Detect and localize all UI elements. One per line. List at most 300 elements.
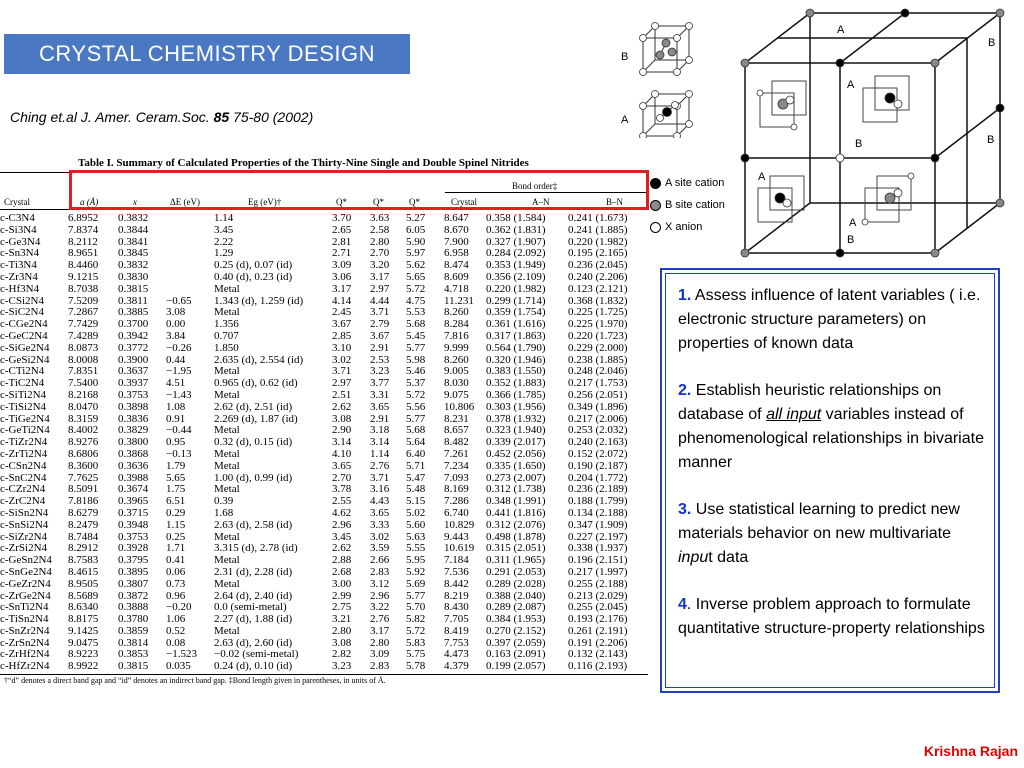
table-cell: c-CGe2N4 — [0, 318, 48, 331]
table-cell: 3.70 — [332, 212, 352, 224]
table-cell: −1.95 — [166, 365, 192, 378]
table-cell: 0.299 (1.714) — [486, 294, 546, 307]
table-cell: 3.71 — [370, 471, 390, 484]
table-cell: 0.3859 — [118, 624, 149, 637]
table-cell: 0.352 (1.883) — [486, 377, 546, 390]
table-cell: Metal — [214, 365, 240, 378]
table-cell: 8.6340 — [68, 601, 99, 614]
table-cell: 0.362 (1.831) — [486, 223, 546, 236]
table-cell: 0.3845 — [118, 247, 149, 260]
table-cell: 7.900 — [444, 235, 469, 248]
table-cell: 0.353 (1.949) — [486, 259, 546, 272]
table-cell: 8.647 — [444, 212, 469, 224]
table-cell: 0.320 (1.946) — [486, 353, 546, 366]
table-cell: 5.65 — [166, 471, 186, 484]
table-cell: 0.3928 — [118, 542, 149, 555]
table-cell: 0.348 (1.991) — [486, 495, 546, 508]
table-cell: 2.83 — [370, 565, 390, 578]
table-cell: 0.217 (1.997) — [568, 565, 628, 578]
header-bond-order: Bond order‡ — [512, 181, 558, 191]
table-cell — [166, 284, 214, 296]
bullet-3 — [678, 498, 988, 570]
table-cell: 0.284 (2.092) — [486, 247, 546, 260]
table-cell: 10.806 — [444, 400, 475, 413]
table-cell: c-GeSn2N4 — [0, 554, 52, 567]
table-cell: −0.20 — [166, 601, 192, 614]
table-cell: 3.02 — [370, 530, 390, 543]
citation-pages: 75-80 (2002) — [229, 109, 314, 125]
table-cell: 3.09 — [332, 259, 352, 272]
table-cell: 3.22 — [370, 601, 390, 614]
table-cell: 9.1215 — [68, 270, 99, 283]
table-cell: 0.358 (1.584) — [486, 212, 546, 224]
table-cell: 8.657 — [444, 424, 469, 437]
table-cell: 0.116 (2.193) — [568, 660, 628, 673]
table-cell: 0.368 (1.832) — [568, 294, 628, 307]
table-cell: 0.0 (semi-metal) — [214, 601, 287, 614]
citation-text: Ching et.al J. Amer. Ceram.Soc. — [10, 109, 214, 125]
table-cell: 0.349 (1.896) — [568, 400, 628, 413]
table-cell: 0.225 (1.725) — [568, 306, 628, 319]
table-cell: 8.4615 — [68, 565, 99, 578]
table-cell: 8.231 — [444, 412, 469, 425]
table-row — [0, 508, 648, 520]
table-cell: 2.63 (d), 2.60 (id) — [214, 636, 293, 649]
table-cell: 9.999 — [444, 341, 469, 354]
table-cell: 6.51 — [166, 495, 186, 508]
table-cell: 7.536 — [444, 565, 469, 578]
spinel-label-a-3: A — [758, 171, 766, 183]
table-cell: 0.195 (2.165) — [568, 247, 628, 260]
table-cell: 8.419 — [444, 624, 469, 637]
table-cell: c-Si3N4 — [0, 223, 37, 236]
table-cell: 3.21 — [332, 613, 352, 626]
table-cell: Metal — [214, 554, 240, 567]
legend-label: X anion — [665, 221, 703, 233]
table-cell: 8.0470 — [68, 400, 99, 413]
table-cell: 3.06 — [332, 270, 352, 283]
table-cell: 2.80 — [332, 624, 352, 637]
table-cell: 5.83 — [406, 636, 426, 649]
table-cell: 0.3700 — [118, 318, 149, 331]
table-cell: 2.85 — [332, 329, 352, 342]
table-cell: 8.2479 — [68, 518, 99, 531]
table-cell: c-SnGe2N4 — [0, 565, 52, 578]
table-cell: c-SiC2N4 — [0, 306, 44, 319]
table-cell: 8.6806 — [68, 447, 99, 460]
table-cell: 5.95 — [406, 554, 426, 567]
header-q3: Q* — [409, 197, 420, 207]
table-cell: c-GeC2N4 — [0, 329, 48, 342]
table-cell: 0.3898 — [118, 400, 149, 413]
table-cell: 3.31 — [370, 388, 390, 401]
table-cell: 8.2168 — [68, 388, 99, 401]
table-cell: 0.191 (2.206) — [568, 636, 628, 649]
table-cell: 5.68 — [406, 424, 426, 437]
table-cell: 5.48 — [406, 483, 426, 496]
table-cell: 8.169 — [444, 483, 469, 496]
table-cell: c-ZrTi2N4 — [0, 447, 48, 460]
table-cell: 2.55 — [332, 495, 352, 508]
table-cell: 0.3888 — [118, 601, 149, 614]
spinel-label-b-4: B — [847, 234, 855, 246]
table-cell: 1.15 — [166, 518, 186, 531]
header-b-n: B–N — [606, 197, 624, 207]
table-cell: c-CSi2N4 — [0, 294, 44, 307]
table-cell: −1.43 — [166, 388, 192, 401]
table-cell: 2.635 (d), 2.554 (id) — [214, 353, 304, 366]
table-cell: 8.4002 — [68, 424, 99, 437]
table-cell: c-GeTi2N4 — [0, 424, 50, 437]
table-cell: 4.62 — [332, 506, 352, 519]
table-cell: 8.260 — [444, 353, 469, 366]
table-cell: 0.240 (2.163) — [568, 436, 628, 449]
table-row — [0, 284, 648, 296]
table-cell: 3.71 — [332, 365, 352, 378]
table-cell: c-Sn3N4 — [0, 247, 40, 260]
table-cell: 3.315 (d), 2.78 (id) — [214, 542, 298, 555]
table-cell: 7.286 — [444, 495, 469, 508]
table-cell: −0.26 — [166, 341, 192, 354]
table-cell: 7.816 — [444, 329, 469, 342]
table-cell: 0.3830 — [118, 270, 149, 283]
table-row — [0, 461, 648, 473]
table-cell: 0.255 (2.188) — [568, 577, 628, 590]
table-cell: 0.317 (1.863) — [486, 329, 546, 342]
table-cell: 0.3841 — [118, 235, 149, 248]
table-cell: 5.97 — [406, 247, 426, 260]
table-cell: −0.44 — [166, 424, 192, 437]
table-cell: 8.3600 — [68, 459, 99, 472]
table-cell: 0.339 (2.017) — [486, 436, 546, 449]
spinel-label-a-1: A — [837, 24, 845, 36]
table-cell: 5.15 — [406, 495, 426, 508]
table-cell: 0.241 (1.673) — [568, 212, 628, 224]
table-cell: 0.3948 — [118, 518, 149, 531]
table-cell: 0.3753 — [118, 530, 149, 543]
legend-b-site — [650, 199, 725, 211]
table-cell: 7.7429 — [68, 318, 99, 331]
table-cell: 9.0475 — [68, 636, 99, 649]
table-cell: 0.253 (2.032) — [568, 424, 628, 437]
spinel-label-a-2: A — [847, 79, 855, 91]
table-cell: 0.356 (2.109) — [486, 270, 546, 283]
table-cell: 8.2112 — [68, 235, 98, 248]
table-cell: 0.225 (1.970) — [568, 318, 628, 331]
table-cell: 8.9505 — [68, 577, 99, 590]
table-cell: 0.3814 — [118, 636, 149, 649]
spinel-nitrides-table — [0, 213, 648, 673]
table-cell: 7.7625 — [68, 471, 99, 484]
table-cell: 1.00 (d), 0.99 (id) — [214, 471, 293, 484]
table-cell: 2.58 — [370, 223, 390, 236]
x-anion-icon — [650, 222, 661, 233]
table-cell: 3.16 — [370, 483, 390, 496]
table-cell: 8.442 — [444, 577, 469, 590]
table-cell: 8.670 — [444, 223, 469, 236]
table-cell: 5.55 — [406, 542, 426, 555]
header-x: x — [133, 197, 137, 207]
table-cell: c-Ti3N4 — [0, 259, 37, 272]
table-cell: 0.40 (d), 0.23 (id) — [214, 270, 293, 283]
bullet-number: 2. — [678, 382, 692, 399]
table-cell: 5.53 — [406, 306, 426, 319]
table-cell: 0.366 (1.785) — [486, 388, 546, 401]
table-cell: 0.3715 — [118, 506, 149, 519]
table-cell: 3.23 — [332, 660, 352, 673]
table-cell: 0.25 (d), 0.07 (id) — [214, 259, 293, 272]
table-cell: 0.217 (1.753) — [568, 377, 628, 390]
table-cell: 4.10 — [332, 447, 352, 460]
table-cell: 2.99 — [332, 589, 352, 602]
table-cell: 6.958 — [444, 247, 469, 260]
table-cell: 2.91 — [370, 412, 390, 425]
table-cell: 3.65 — [370, 506, 390, 519]
table-cell: 0.289 (2.028) — [486, 577, 546, 590]
table-cell: 5.72 — [406, 388, 426, 401]
table-row — [0, 579, 648, 591]
table-cell: 5.72 — [406, 282, 426, 295]
table-cell: 8.6279 — [68, 506, 99, 519]
table-cell: 5.71 — [406, 459, 426, 472]
spinel-label-b-2: B — [855, 138, 863, 150]
table-cell: 0.3636 — [118, 459, 149, 472]
table-cell: 2.91 — [370, 341, 390, 354]
table-cell: 0.08 — [166, 636, 186, 649]
table-cell: 0.3937 — [118, 377, 149, 390]
table-cell — [166, 225, 214, 237]
table-row — [0, 343, 648, 355]
table-cell: 0.199 (2.057) — [486, 660, 546, 673]
table-cell: c-SiZr2N4 — [0, 530, 48, 543]
table-cell: 0.3795 — [118, 554, 149, 567]
table-cell: 4.379 — [444, 660, 469, 673]
table-cell: 0.248 (2.046) — [568, 365, 628, 378]
table-cell: 2.70 — [370, 247, 390, 260]
table-cell: 0.41 — [166, 554, 186, 567]
table-cell: 0.3674 — [118, 483, 149, 496]
a-site-cation-icon — [650, 178, 661, 189]
table-cell: 10.619 — [444, 542, 475, 555]
table-title: Table I. Summary of Calculated Properties of the Thirty-Nine Single and Double Spinel Nitrides — [78, 157, 529, 169]
table-cell: 8.219 — [444, 589, 469, 602]
table-cell — [166, 260, 214, 272]
table-cell: 2.22 — [214, 235, 234, 248]
table-cell: 2.65 — [332, 223, 352, 236]
table-cell: 3.23 — [370, 365, 390, 378]
table-cell: 1.850 — [214, 341, 239, 354]
table-cell: 0.236 (2.189) — [568, 483, 628, 496]
table-cell: 5.98 — [406, 353, 426, 366]
table-cell: 0.378 (1.932) — [486, 412, 546, 425]
table-row — [0, 272, 648, 284]
table-cell: 7.184 — [444, 554, 469, 567]
approach-bullets-box — [660, 268, 1000, 693]
table-cell: 0.217 (2.006) — [568, 412, 628, 425]
table-cell: 0.96 — [166, 589, 186, 602]
table-cell: 0.335 (1.650) — [486, 459, 546, 472]
table-cell: 0.213 (2.029) — [568, 589, 628, 602]
table-cell: c-SnC2N4 — [0, 471, 47, 484]
table-cell: 0.311 (1.965) — [486, 554, 546, 567]
table-cell: 5.65 — [406, 270, 426, 283]
table-cell: 5.02 — [406, 506, 426, 519]
table-cell: c-SnZr2N4 — [0, 624, 50, 637]
table-cell: 0.3836 — [118, 412, 149, 425]
citation — [10, 109, 313, 125]
table-cell: 8.284 — [444, 318, 469, 331]
table-cell: 4.14 — [332, 294, 352, 307]
table-cell: 3.45 — [332, 530, 352, 543]
table-cell: 0.498 (1.878) — [486, 530, 546, 543]
table-cell: 0.564 (1.790) — [486, 341, 546, 354]
table-cell: 4.51 — [166, 377, 186, 390]
table-cell: 5.63 — [406, 530, 426, 543]
table-cell — [166, 213, 214, 225]
table-cell: 5.46 — [406, 365, 426, 378]
table-cell: 2.79 — [370, 318, 390, 331]
table-cell: Metal — [214, 424, 240, 437]
table-cell: 0.261 (2.191) — [568, 624, 628, 637]
slide-title: CRYSTAL CHEMISTRY DESIGN — [4, 34, 410, 74]
table-cell: 2.83 — [370, 660, 390, 673]
table-cell: 1.71 — [166, 542, 186, 555]
table-cell: 1.08 — [166, 400, 186, 413]
table-cell: 6.740 — [444, 506, 469, 519]
table-cell: 6.8952 — [68, 212, 99, 224]
table-cell: 0.256 (2.051) — [568, 388, 628, 401]
table-cell: 2.51 — [332, 388, 352, 401]
table-cell: 7.4289 — [68, 329, 99, 342]
table-cell: 0.06 — [166, 565, 186, 578]
table-cell: 0.91 — [166, 412, 186, 425]
bullet-number: 4 — [678, 596, 687, 613]
table-cell: 2.62 (d), 2.51 (id) — [214, 400, 293, 413]
table-cell: c-TiSn2N4 — [0, 613, 49, 626]
table-cell: c-SnTi2N4 — [0, 601, 49, 614]
spinel-label-b-1: B — [988, 37, 996, 49]
table-cell: Metal — [214, 447, 240, 460]
table-cell: 5.77 — [406, 412, 426, 425]
table-cell: 5.45 — [406, 329, 426, 342]
table-cell: 0.00 — [166, 318, 186, 331]
table-cell: 8.7038 — [68, 282, 99, 295]
table-cell: c-ZrSi2N4 — [0, 542, 48, 555]
table-cell: 0.193 (2.176) — [568, 613, 628, 626]
table-cell: 3.65 — [370, 400, 390, 413]
table-cell: 8.8175 — [68, 613, 99, 626]
table-cell: 0.3900 — [118, 353, 149, 366]
table-cell: 0.3844 — [118, 223, 149, 236]
table-cell: c-ZrGe2N4 — [0, 589, 51, 602]
table-cell: 2.62 — [332, 542, 352, 555]
table-cell: 8.0873 — [68, 341, 99, 354]
table-cell: c-ZrSn2N4 — [0, 636, 50, 649]
table-cell: 8.474 — [444, 259, 469, 272]
header-q1: Q* — [336, 197, 347, 207]
table-cell: 7.753 — [444, 636, 469, 649]
table-cell: 2.96 — [332, 518, 352, 531]
table-cell: 0.3853 — [118, 648, 149, 661]
table-cell: 2.71 — [332, 247, 352, 260]
table-cell: c-C3N4 — [0, 212, 35, 224]
table-cell: 8.9651 — [68, 247, 99, 260]
table-cell: 2.68 — [332, 565, 352, 578]
table-cell: 2.70 — [332, 471, 352, 484]
table-cell: c-CSn2N4 — [0, 459, 47, 472]
table-cell: Metal — [214, 577, 240, 590]
header-highlight-box — [69, 170, 649, 210]
table-cell: 0.3780 — [118, 613, 149, 626]
table-cell: 0.25 — [166, 530, 186, 543]
table-cell: Metal — [214, 282, 240, 295]
table-cell: 0.291 (2.053) — [486, 565, 546, 578]
table-cell: 2.76 — [370, 613, 390, 626]
table-cell: 2.81 — [332, 235, 352, 248]
table-cell: 8.3159 — [68, 412, 99, 425]
table-cell: 2.75 — [332, 601, 352, 614]
table-cell: 0.3895 — [118, 565, 149, 578]
table-cell: c-Hf3N4 — [0, 282, 40, 295]
table-cell: 0.29 — [166, 506, 186, 519]
table-cell: 0.190 (2.187) — [568, 459, 628, 472]
table-cell: 0.73 — [166, 577, 186, 590]
table-cell: 2.53 — [370, 353, 390, 366]
table-footnote: †“d” denotes a direct band gap and “id” denotes an indirect band gap. ‡Bond length given in parentheses, in units of Å. — [4, 676, 386, 685]
table-cell: 7.8374 — [68, 223, 99, 236]
table-cell: 1.29 — [214, 247, 234, 260]
table-cell: 0.220 (1.982) — [486, 282, 546, 295]
table-cell: 1.14 — [370, 447, 390, 460]
table-cell — [166, 248, 214, 260]
table-cell: c-HfZr2N4 — [0, 660, 50, 673]
table-cell: 5.92 — [406, 565, 426, 578]
legend-label: A site cation — [665, 177, 725, 189]
table-cell: 0.24 (d), 0.10 (id) — [214, 660, 293, 673]
table-cell: 2.64 (d), 2.40 (id) — [214, 589, 293, 602]
spinel-label-b-3: B — [987, 134, 995, 146]
table-cell: 0.323 (1.940) — [486, 424, 546, 437]
bullet-emphasis: inpu — [678, 549, 709, 566]
table-row — [0, 567, 648, 579]
table-cell: 0.3832 — [118, 212, 149, 224]
header-a-n: A–N — [532, 197, 550, 207]
table-cell: c-CTi2N4 — [0, 365, 45, 378]
table-cell: c-SiTi2N4 — [0, 388, 47, 401]
table-cell: 0.3868 — [118, 447, 149, 460]
header-crystal: Crystal — [4, 197, 30, 207]
table-cell: 3.17 — [370, 270, 390, 283]
bullet-text: Use statistical learning to predict new materials behavior on new multivariate — [678, 501, 960, 542]
table-cell: 0.312 (2.076) — [486, 518, 546, 531]
table-cell: 3.63 — [370, 212, 390, 224]
table-cell: 3.20 — [370, 259, 390, 272]
table-cell: 0.3807 — [118, 577, 149, 590]
table-row — [0, 331, 648, 343]
table-cell: 7.093 — [444, 471, 469, 484]
table-cell: 0.3800 — [118, 436, 149, 449]
table-cell: 7.2867 — [68, 306, 99, 319]
table-cell: Metal — [214, 530, 240, 543]
bullet-emphasis: all input — [766, 406, 822, 423]
table-cell: 7.8351 — [68, 365, 99, 378]
table-cell: 7.5209 — [68, 294, 99, 307]
table-cell: 5.72 — [406, 624, 426, 637]
table-cell: 8.0008 — [68, 353, 99, 366]
table-cell: 3.09 — [370, 648, 390, 661]
table-cell: c-SnSi2N4 — [0, 518, 49, 531]
table-cell: Metal — [214, 624, 240, 637]
